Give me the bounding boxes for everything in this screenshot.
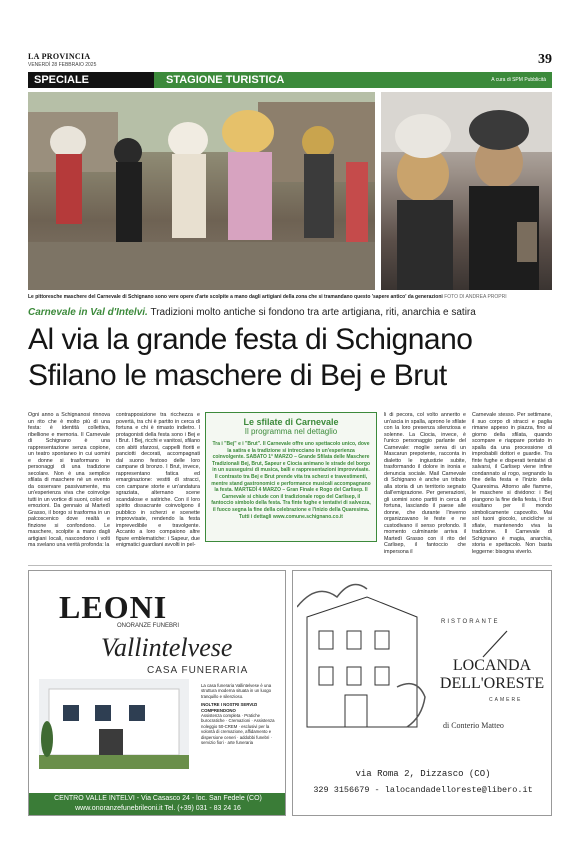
banner-credit: A cura di SPM Pubblicità: [491, 77, 546, 83]
article-column-5: Carnevale stesso. Per settimane, il suo corpo di stracci e paglia rimane appeso in piazza, fino al giorno della sfilata, quando scompare e riappare portato in spalla da una processione di improbabili dottori e guardie. Tra finte fughe e disperati tentativi di salvarsi, il Carlisep viene infine condannato al rogo, segnando la fine della festa e l'inizio della Quaresima. Attorno alle fiamme, le maschere si dividono: i Bej piangono la fine della festa, i Brut esultano per il mondo simbolicamente capovolto. Mai sol tuoni giocolo, uncicliche si sfiate, mantenendo viva la tradizione. Il Carnevale di Schignano è magia, anarchia, storia e spettacolo. Non basta leggerne: bisogna viverlo.: [472, 412, 552, 555]
locanda-name-line-2: DELL'ORESTE: [439, 675, 545, 692]
restaurant-sketch: [297, 577, 427, 747]
leoni-logo: LEONI: [59, 589, 168, 625]
slash-mark: [443, 629, 533, 659]
locanda-name: [437, 657, 547, 693]
topic-label: [154, 72, 552, 88]
article-column-2: contrapposizione tra ricchezza e povertà, tra chi è partito in cerca di fortuna e chi è rimasto indietro. I protagonisti della festa sono i Bej e i Brut. I Bej, ricchi e vanitosi, sfilano con abiti sfarzosi, cappelli fioriti e panciotti decorati, accompagnati dal suono festoso delle loro campane di bronzo. I Brut, invece, rappresentano fatica ed emarginazione: vestiti di stracci, con campane storte e un'andatura sgraziata, alternano scene scandalose e satiriche. Con il loro spirito dissacrante coinvolgono il pubblico in scherzi e scenette improvvisate, rendendo la festa imprevedibile e travolgente. Accanto a loro compaiono altre figure emblematiche: i Sapeur, due enigmatici guardiani avvolti in pel-: [116, 412, 200, 548]
leoni-website: www.onoranzefunebrileoni.it Tel. (+39) 031 - 83 24 16: [75, 805, 241, 812]
leoni-services-title: INOLTRE I NOSTRI SERVIZI COMPRENDONO: [201, 702, 258, 713]
article-column-4: li di pecora, col volto annerito e un'ascia in spalla, aprono le sfilate con la loro presenza silenziosa e solenne. La Ciocia, invece, è l'unico personaggio parlante del Carnevale: moglie serva di un Mascarun prepotente, racconta in dialetto le ingiustizie subite, trasformando il dolore in ironia e denuncia sociale. Mail Carnevale di Schignano è anche un tributo alla storia di un territorio segnato dall'emigrazione. Per generazioni, gli uomini sono partiti in cerca di fortuna, lasciando il paese alle donne, che durante l'inverno organizzavano le feste e ne custodivano il senso profondo. Il momento culminante arriva il Martedì Grasso con il rito del Carlisep, il fantoccio che impersona il: [384, 412, 466, 555]
camere-label: CAMERE: [489, 697, 523, 703]
parade-illustration: [28, 92, 375, 290]
kicker-text: Tradizioni molto antiche si fondono tra arte artigiana, riti, anarchia e satira: [150, 307, 476, 318]
masks-illustration: [381, 92, 552, 290]
locanda-contact: 329 3156679 - lalocandadelloreste@libero.it: [313, 785, 533, 795]
caption-text: Le pittoresche maschere del Carnevale di Schignano sono vere opere d'arte scolpite a mano dagli artigiani della zona che si tramandano questo 'sapere antico' da generazioni: [28, 294, 443, 300]
leoni-subtitle: CASA FUNERARIA: [147, 665, 249, 676]
masks-closeup-photo: [381, 92, 552, 290]
leoni-funeral-ad: [28, 570, 286, 816]
section-banner: [28, 72, 552, 88]
page-number: 39: [538, 52, 552, 67]
newspaper-name: LA PROVINCIA: [28, 52, 91, 61]
article-headline: [28, 322, 552, 394]
leoni-tagline: ONORANZE FUNEBRI: [117, 623, 180, 629]
program-infobox: [205, 412, 377, 542]
masthead: [28, 52, 552, 70]
photo-strip: [28, 92, 552, 290]
leoni-footer: [29, 793, 286, 815]
leoni-services: Assistenza completa · Pratiche burocratiche · Cremazioni · Assistenza noleggio 50-CREM · esclusivi per la volontà di cremazione, affidamento e dispersione ceneri · addobbi funebri · servizio fiori · arte funeraria: [201, 713, 275, 746]
funeral-home-building: [39, 679, 189, 769]
leoni-description: [201, 683, 281, 745]
carnival-parade-photo: [28, 92, 375, 290]
article-kicker: [28, 307, 552, 318]
leoni-intro: La casa funeraria Vallintelvese è una struttura moderna situata in un luogo tranquillo e silenzioso.: [201, 683, 272, 699]
leoni-script: Vallintelvese: [101, 633, 233, 662]
locanda-address: via Roma 2, Dizzasco (CO): [355, 769, 491, 779]
headline-line-2: Sfilano le maschere di Bej e Brut: [28, 359, 447, 392]
infobox-title: Le sfilate di Carnevale: [243, 417, 339, 427]
infobox-text: Tra i "Bej" e i "Brut". Il Carnevale offre uno spettacolo unico, dove la satira e la tradizione si intrecciano in un'esperienza coinvolgente. SABATO 1° MARZO – Grande Sfilata delle Maschere Tradizionali Bej, Brut, Sapeur e Ciocia animano le strade del borgo in un susseguirsi di musica, balli e rappresentazioni improvvisate. Il contrasto tra Bej e Brut prende vita tra scherzi e travestimenti, mentre stand gastronomici e performance musicali accompagnano la festa. MARTEDÌ 4 MARZO – Gran Finale e Rogo del Carlisep. Il Carnevale si chiude con il tradizionale rogo del Carlisep, il fantoccio simbolo della festa. Tra finte fughe e tentativi di salvezza, il fuoco segna la fine della celebrazione e l'inizio della Quaresima. Tutti i dettagli www.comune.schignano.co.it: [211, 441, 371, 520]
topic-text: STAGIONE TURISTICA: [166, 74, 285, 86]
locanda-restaurant-ad: [292, 570, 552, 816]
locanda-name-line-1: LOCANDA: [452, 657, 532, 674]
kicker-place: Carnevale in Val d'Intelvi.: [28, 307, 148, 318]
section-divider: [28, 565, 552, 566]
article-column-1: Ogni anno a Schignanosi rinnova un rito che è molto più di una festa: è identità collettiva, ribellione e memoria. Il Carnevale di Schignano è una rappresentazione senza copione, un teatro spontaneo in cui uomini e donne si trasformano in personaggi di una tradizione secolare. Non è una semplice sfilata di maschere né un evento da osservare passivamente, ma un'esperienza viva che coinvolge tutti in un vortice di suoni, colori ed emozioni. Da gennaio al Martedì Grasso, il borgo si trasforma in un palcoscenico dove realtà e finzione si confondono. Le maschere, scolpite a mano dagli artigiani locali, nascondono i volti ma svelano una verità profonda: la: [28, 412, 110, 548]
section-label: SPECIALE: [28, 72, 154, 88]
infobox-subtitle: Il programma nel dettaglio: [244, 427, 338, 436]
ristorante-label: RISTORANTE: [441, 619, 500, 625]
headline-line-1: Al via la grande festa di Schignano: [28, 323, 473, 356]
photo-credit: FOTO DI ANDREA PROPRI: [444, 294, 507, 300]
locanda-owner: di Conterio Matteo: [443, 721, 504, 730]
photo-caption: [28, 294, 552, 300]
issue-date: VENERDÌ 28 FEBBRAIO 2025: [28, 62, 97, 68]
leoni-address: CENTRO VALLE INTELVI - Via Casasco 24 - loc. San Fedele (CO): [54, 795, 262, 802]
